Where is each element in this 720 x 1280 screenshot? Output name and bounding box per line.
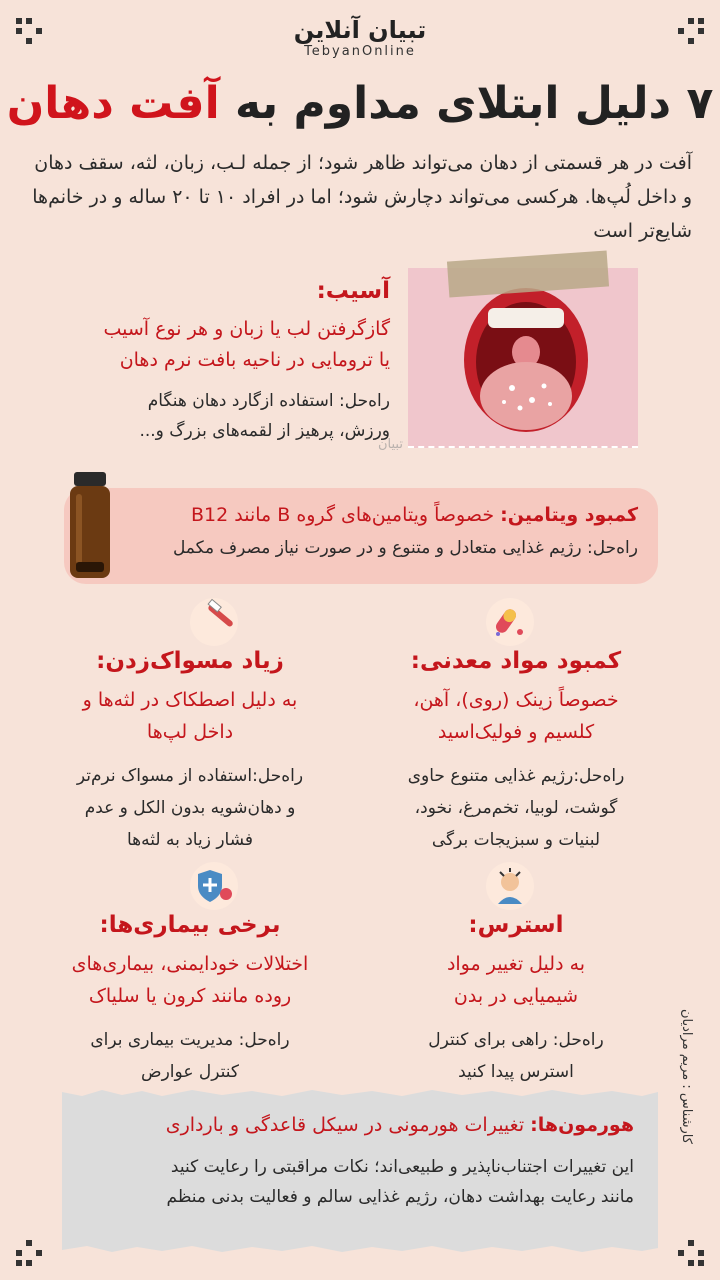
- brand-name-en: TebyanOnline: [304, 44, 416, 59]
- section-diseases: [40, 912, 340, 1088]
- page-title: [0, 76, 720, 132]
- section-injury: [40, 278, 390, 446]
- stress-solution-line2: استرس پیدا کنید: [458, 1062, 574, 1082]
- title-highlight: آفت دهان: [6, 78, 220, 129]
- vitamin-solution: راه‌حل: رژیم غذایی متعادل و متنوع و در صورت نیاز مصرف مکمل: [172, 538, 638, 558]
- toothbrush-icon: [190, 598, 238, 646]
- injury-desc-line1: گازگرفتن لب یا زبان و هر نوع آسیب: [103, 318, 390, 340]
- minerals-desc-line2: کلسیم و فولیک‌اسید: [437, 721, 595, 743]
- hormones-solution: [86, 1152, 634, 1212]
- open-mouth-illustration: [408, 268, 638, 448]
- stress-desc-line2: شیمیایی در بدن: [453, 985, 579, 1007]
- diseases-desc-line2: روده مانند کرون یا سلیاک: [88, 985, 292, 1007]
- injury-desc-line2: یا ترومایی در ناحیه بافت نرم دهان: [119, 349, 390, 371]
- title-main: ۷ دلیل ابتلای مداوم به: [234, 78, 714, 129]
- intro-paragraph: آفت در هر قسمتی از دهان می‌تواند ظاهر شود؛ از جمله لـب، زبان، لثه، سقف دهان و داخل لُپ‌ها. هرکسی می‌تواند دچارش شود؛ اما در افراد ۱۰ تا ۲۰ ساله و در خانم‌ها شایع‌تر است: [32, 152, 692, 242]
- corner-ornament-bottom-left: [16, 1240, 42, 1266]
- hormones-heading: [86, 1108, 634, 1142]
- minerals-desc-line1: خصوصاً زینک (روی)، آهن،: [413, 689, 619, 711]
- torn-edge-bottom: [62, 1244, 658, 1254]
- diseases-solution-line1: راه‌حل: مدیریت بیماری برای: [90, 1030, 290, 1050]
- brushing-solution-line1: راه‌حل:استفاده از مسواک نرم‌تر: [76, 766, 304, 786]
- brushing-desc-line1: به دلیل اصطکاک در لثه‌ها و: [82, 689, 298, 711]
- brushing-desc-line2: داخل لپ‌ها: [146, 721, 234, 743]
- minerals-solution: [366, 760, 666, 856]
- brushing-solution: [40, 760, 340, 856]
- diseases-solution-line2: کنترل عوارض: [141, 1062, 239, 1082]
- minerals-solution-line1: راه‌حل:رژیم غذایی متنوع حاوی: [407, 766, 625, 786]
- section-minerals: [366, 648, 666, 856]
- pills-icon: [486, 598, 534, 646]
- diseases-title: برخی بیماری‌ها:: [99, 912, 281, 938]
- vitamin-title: کمبود ویتامین:: [500, 504, 638, 526]
- stress-title: استرس:: [468, 912, 564, 938]
- minerals-title: کمبود مواد معدنی:: [410, 648, 622, 674]
- stressed-person-icon: [486, 862, 534, 910]
- vitamin-heading: [84, 498, 638, 532]
- brushing-solution-line2: و دهان‌شویه بدون الکل و عدم: [84, 798, 296, 818]
- minerals-solution-line3: لبنیات و سبزیجات برگی: [431, 830, 601, 850]
- brushing-title: زیاد مسواک‌زدن:: [96, 648, 284, 674]
- vitamin-desc: خصوصاً ویتامین‌های گروه B مانند B12: [190, 504, 495, 526]
- hormones-title: هورمون‌ها:: [530, 1114, 634, 1136]
- watermark-logo: تبیان: [378, 437, 403, 452]
- minerals-solution-line2: گوشت، لوبیا، تخم‌مرغ، نخود،: [414, 798, 618, 818]
- brand-name-fa: تبیان آنلاین: [293, 16, 427, 44]
- injury-solution: [40, 386, 390, 446]
- injury-title: آسیب:: [316, 278, 390, 304]
- injury-solution-line1: راه‌حل: استفاده ازگارد دهان هنگام: [147, 391, 390, 411]
- stress-solution: [366, 1024, 666, 1088]
- hormones-desc: تغییرات هورمونی در سیکل قاعدگی و بارداری: [165, 1114, 525, 1136]
- supplement-jar-icon: [66, 472, 114, 580]
- hormones-solution-line2: مانند رعایت بهداشت دهان، رژیم غذایی سالم و فعالیت بدنی منظم: [166, 1187, 634, 1207]
- stress-desc-line1: به دلیل تغییر مواد: [446, 953, 586, 975]
- injury-solution-line2: ورزش، پرهیز از لقمه‌های بزرگ و...: [139, 421, 390, 441]
- expert-credit: کارشناس : مریم مرادیان: [679, 1009, 694, 1144]
- diseases-desc-line1: اختلالات خودایمنی، بیماری‌های: [71, 953, 309, 975]
- section-vitamin: [64, 488, 658, 584]
- section-stress: [366, 912, 666, 1088]
- photo-frame: [408, 268, 638, 448]
- diseases-solution: [40, 1024, 340, 1088]
- stress-solution-line1: راه‌حل: راهی برای کنترل: [428, 1030, 604, 1050]
- section-brushing: [40, 648, 340, 856]
- mouth-ulcer-photo: [378, 268, 638, 452]
- brand-logo: [0, 16, 720, 59]
- virus-shield-icon: [190, 862, 238, 910]
- hormones-solution-line1: این تغییرات اجتناب‌ناپذیر و طبیعی‌اند؛ نکات مراقبتی را رعایت کنید: [170, 1157, 634, 1177]
- brushing-solution-line3: فشار زیاد به لثه‌ها: [127, 830, 253, 850]
- torn-edge-top: [62, 1088, 658, 1098]
- section-hormones: [62, 1096, 658, 1246]
- corner-ornament-bottom-right: [678, 1240, 704, 1266]
